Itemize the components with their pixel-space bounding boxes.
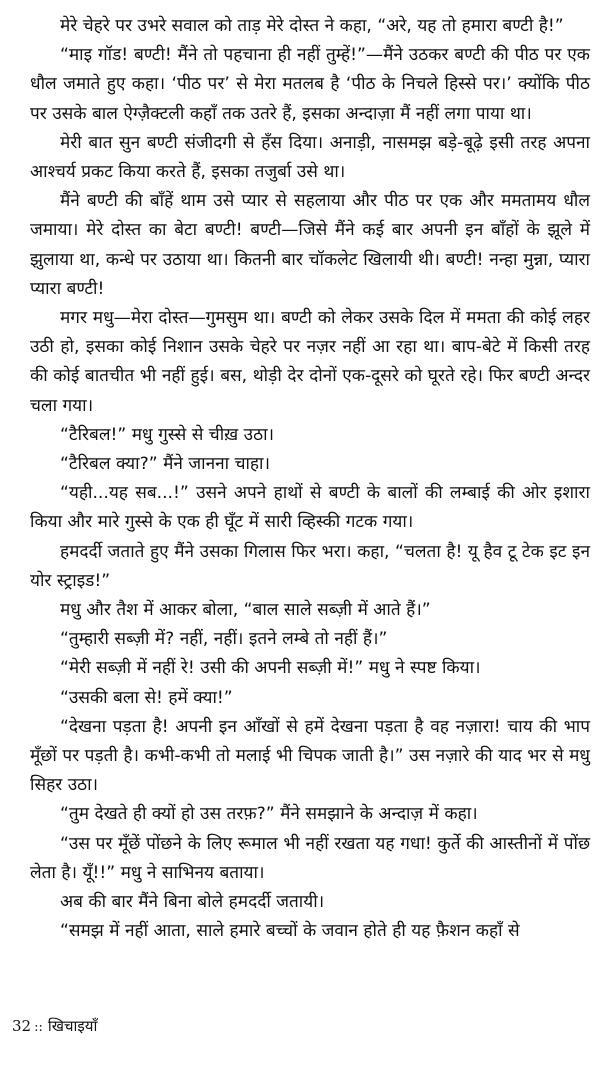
page-footer	[12, 1016, 312, 1038]
paragraph-17: अब की बार मैंने बिना बोले हमदर्दी जतायी।	[60, 892, 325, 913]
footer-separator: ::	[34, 1020, 43, 1035]
book-title: खिचाइयाँ	[47, 1017, 98, 1035]
paragraph-16: “उस पर मूँछें पोंछने के लिए रूमाल भी नहीं रखता यह गधा! कुर्ते की आस्तीनों में पोंछ लेता है। यूँ!!” मधु ने साभिनय बताया।	[30, 833, 590, 883]
paragraph-4: मैंने बण्टी की बाँहें थाम उसे प्यार से सहलाया और पीठ पर एक और ममतामय धौल जमाया। मेरे दोस्त का बेटा बण्टी! बण्टी—जिसे मैंने कई बार अपनी इन बाँहों के झूले में झुलाया था, कन्धे पर उठाया था। कितनी बार चॉकलेट खिलायी थी। बण्टी! नन्हा मुन्ना, प्यारा प्यारा बण्टी!	[30, 191, 590, 299]
page-number: 32	[12, 1017, 32, 1035]
paragraph-2: “माइ गॉड! बण्टी! मैंने तो पहचाना ही नहीं तुम्हें!”—मैंने उठकर बण्टी की पीठ पर एक धौल जमाते हुए कहा। ‘पीठ पर’ से मेरा मतलब है ‘पीठ के निचले हिस्से पर।’ क्योंकि पीठ पर उसके बाल ऐग्ज़ैक्टली कहाँ तक उतरे हैं, इसका अन्दाज़ा मैं नहीं लगा पाया था।	[30, 45, 590, 124]
paragraph-6: “टैरिबल!” मधु गुस्से से चीख़ उठा।	[60, 424, 275, 445]
paragraph-13: “उसकी बला से! हमें क्या!”	[60, 687, 233, 708]
paragraph-1: मेरे चेहरे पर उभरे सवाल को ताड़ मेरे दोस्त ने कहा, “अरे, यह तो हमारा बण्टी है!”	[60, 16, 564, 36]
paragraph-18: “समझ में नहीं आता, साले हमारे बच्चों के जवान होते ही यह फ़ैशन कहाँ से	[60, 921, 520, 942]
paragraph-5: मगर मधु—मेरा दोस्त—गुमसुम था। बण्टी को लेकर उसके दिल में ममता की कोई लहर उठी हो, इसका कोई निशान उसके चेहरे पर नज़र नहीं आ रहा था। बाप-बेटे में किसी तरह की कोई बातचीत भी नहीं हुई। बस, थोड़ी देर दोनों एक-दूसरे को घूरते रहे। फिर बण्टी अन्दर चला गया।	[30, 308, 590, 416]
paragraph-11: “तुम्हारी सब्ज़ी में? नहीं, नहीं। इतने लम्बे तो नहीं हैं।”	[60, 629, 388, 650]
paragraph-10: मधु और तैश में आकर बोला, “बाल साले सब्ज़ी में आते हैं।”	[60, 600, 431, 621]
paragraph-3: मेरी बात सुन बण्टी संजीदगी से हँस दिया। अनाड़ी, नासमझ बड़े-बूढ़े इसी तरह अपना आश्चर्य प्रकट किया करते हैं, इसका तजुर्बा उसे था।	[30, 132, 590, 183]
paragraph-8: “यही...यह सब...!” उसने अपने हाथों से बण्टी के बालों की लम्बाई की ओर इशारा किया और मारे गुस्से के एक ही घूँट में सारी व्हिस्की गटक गया।	[30, 483, 590, 533]
paragraph-9: हमदर्दी जताते हुए मैंने उसका गिलास फिर भरा। कहा, “चलता है! यू हैव टू टेक इट इन योर स्ट्राइड!”	[30, 541, 590, 591]
paragraph-15: “तुम देखते ही क्यों हो उस तरफ़?” मैंने समझाने के अन्दाज़ में कहा।	[60, 804, 478, 825]
body-text	[30, 12, 590, 947]
paragraph-12: “मेरी सब्ज़ी में नहीं रे! उसी की अपनी सब्ज़ी में!” मधु ने स्पष्ट किया।	[60, 658, 481, 679]
paragraph-7: “टैरिबल क्या?” मैंने जानना चाहा।	[60, 454, 271, 475]
paragraph-14: “देखना पड़ता है! अपनी इन आँखों से हमें देखना पड़ता है वह नज़ारा! चाय की भाप मूँछों पर पड़ती है। कभी-कभी तो मलाई भी चिपक जाती है।” उस नज़ारे की याद भर से मधु सिहर उठा।	[30, 716, 590, 796]
